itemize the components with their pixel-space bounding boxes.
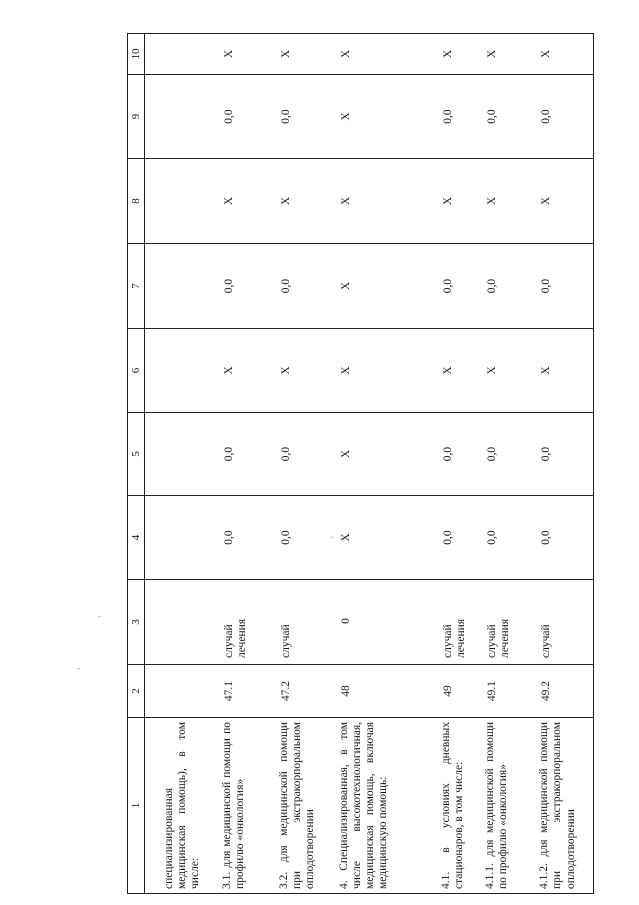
row-unit: случай лечения	[211, 580, 268, 665]
cell-value: Х	[268, 329, 328, 413]
table-row	[328, 34, 430, 894]
cell-value	[145, 244, 211, 329]
cell-value	[145, 329, 211, 413]
table-row	[430, 34, 474, 894]
cell-value: 0,0	[474, 413, 528, 496]
row-unit: случай	[268, 580, 328, 665]
cell-value: 0,0	[268, 496, 328, 580]
col-header: 4	[128, 496, 145, 580]
cell-value: 0,0	[268, 244, 328, 329]
cell-value: Х	[328, 244, 430, 329]
col-header: 1	[128, 718, 145, 894]
cell-value	[145, 496, 211, 580]
cell-value	[145, 413, 211, 496]
table-row	[145, 34, 211, 894]
cell-value: Х	[328, 159, 430, 244]
cell-value: Х	[328, 496, 430, 580]
cell-value: Х	[474, 159, 528, 244]
cell-value: Х	[430, 34, 474, 75]
col-header: 5	[128, 413, 145, 496]
cell-value: 0,0	[528, 244, 593, 329]
cell-value: 0,0	[474, 496, 528, 580]
table-row	[268, 34, 328, 894]
cell-value: Х	[211, 329, 268, 413]
row-number: 47.1	[211, 665, 268, 718]
cell-value: 0,0	[211, 413, 268, 496]
row-unit: случай лечения	[474, 580, 528, 665]
cell-value: 0,0	[528, 75, 593, 159]
col-header: 10	[128, 34, 145, 75]
cell-value: Х	[474, 329, 528, 413]
cell-value: Х	[328, 75, 430, 159]
cell-value: Х	[328, 34, 430, 75]
cell-value: 0,0	[268, 413, 328, 496]
cell-value: Х	[211, 159, 268, 244]
cell-value: 0,0	[528, 413, 593, 496]
row-number: 49.1	[474, 665, 528, 718]
cell-value: Х	[528, 329, 593, 413]
cell-value: Х	[211, 34, 268, 75]
cell-value: Х	[528, 159, 593, 244]
row-name: 4.1.2. для медицинской помощи при экстракорпоральном оплодотворении	[528, 718, 593, 894]
cell-value: 0,0	[211, 75, 268, 159]
cell-value: 0,0	[430, 413, 474, 496]
cell-value: 0,0	[430, 496, 474, 580]
row-unit: случай лечения	[430, 580, 474, 665]
col-header: 9	[128, 75, 145, 159]
cell-value: 0,0	[430, 75, 474, 159]
row-unit	[145, 580, 211, 665]
cell-value: 0,0	[211, 244, 268, 329]
row-unit: случай	[528, 580, 593, 665]
cell-value: Х	[328, 413, 430, 496]
row-name: 4.1.1. для медицинской помощи по профилю «онкология»	[474, 718, 528, 894]
row-number: 47.2	[268, 665, 328, 718]
table-row	[211, 34, 268, 894]
cell-value: Х	[474, 34, 528, 75]
row-number: 49	[430, 665, 474, 718]
cell-value	[145, 75, 211, 159]
row-name: 4. Специализированная, в том числе высокотехнологичная, медицинская помощь, включая медицинскую помощь:	[328, 718, 430, 894]
row-number: 48	[328, 665, 430, 718]
cell-value: Х	[268, 34, 328, 75]
cell-value: 0,0	[211, 496, 268, 580]
col-header: 2	[128, 665, 145, 718]
cell-value: 0,0	[268, 75, 328, 159]
header-row	[128, 34, 145, 894]
row-name: 3.2. для медицинской помощи при экстракорпоральном оплодотворении	[268, 718, 328, 894]
col-header: 6	[128, 329, 145, 413]
cell-value: Х	[430, 329, 474, 413]
row-unit: 0	[328, 580, 430, 665]
cell-value: Х	[430, 159, 474, 244]
cell-value: 0,0	[474, 244, 528, 329]
cell-value	[145, 34, 211, 75]
row-name: специализированная медицинская помощь), в том числе:	[145, 718, 211, 894]
cell-value: 0,0	[528, 496, 593, 580]
row-number: 49.2	[528, 665, 593, 718]
col-header: 3	[128, 580, 145, 665]
cell-value: 0,0	[474, 75, 528, 159]
rotated-page	[127, 34, 577, 894]
col-header: 7	[128, 244, 145, 329]
data-table	[127, 33, 594, 894]
cell-value: Х	[268, 159, 328, 244]
col-header: 8	[128, 159, 145, 244]
row-name: 3.1. для медицинской помощи по профилю «онкология»	[211, 718, 268, 894]
table-row	[528, 34, 593, 894]
scan-speck	[330, 537, 333, 538]
row-number	[145, 665, 211, 718]
cell-value: 0,0	[430, 244, 474, 329]
scan-speck	[77, 668, 80, 669]
table-row	[474, 34, 528, 894]
scan-speck	[98, 616, 101, 617]
cell-value: Х	[528, 34, 593, 75]
cell-value: Х	[328, 329, 430, 413]
cell-value	[145, 159, 211, 244]
row-name: 4.1. в условиях дневных стационаров, в том числе:	[430, 718, 474, 894]
